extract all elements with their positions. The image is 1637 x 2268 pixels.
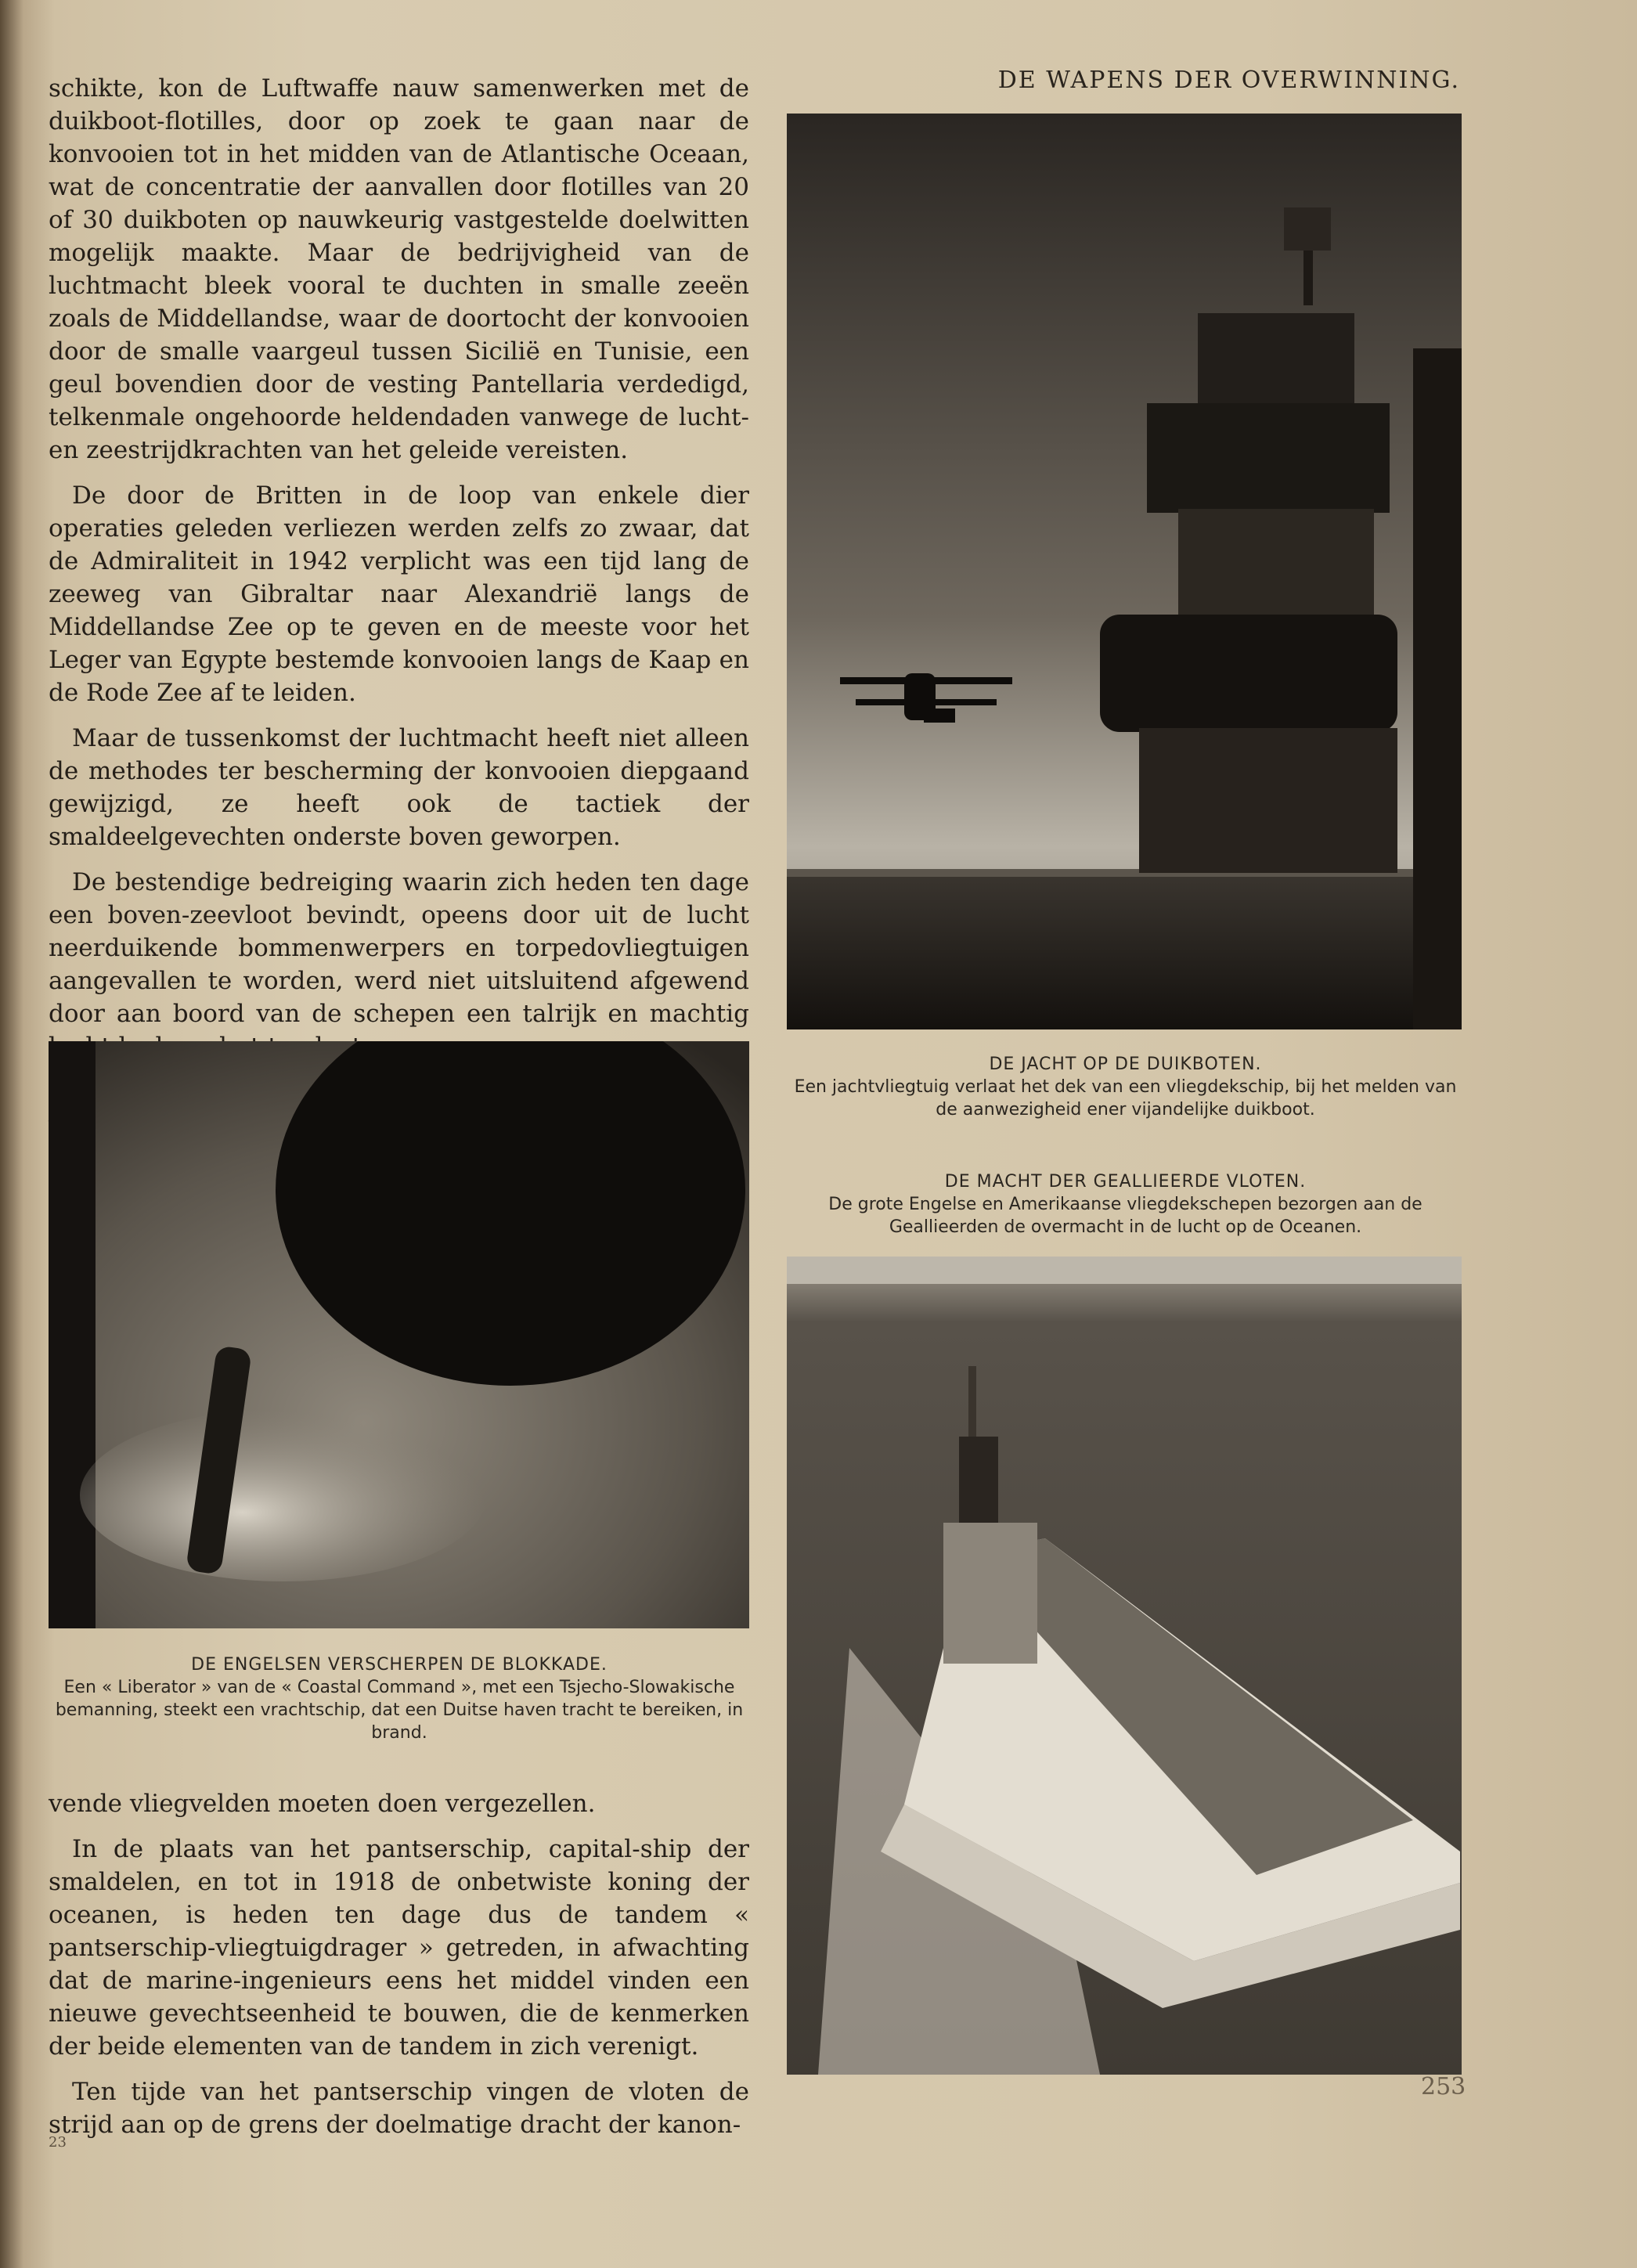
paragraph: In de plaats van het pantserschip, capital-ship der smaldelen, en tot in 1918 de onbetwiste koning der oceanen, is heden ten dage dus de tandem « pantserschip-vliegtuigdrager » getreden, in afwachting dat de marine-ingenieurs eens het middel vinden een nieuwe gevechtseenheid te bouwen, die de kenmerken der beide elementen van de tandem in zich verenigt. — [49, 1835, 749, 2061]
photo-burning-freighter — [49, 1041, 749, 1628]
paragraph: schikte, kon de Luftwaffe nauw samenwerken met de duikboot-flotilles, door op zoek te gaan naar de konvooien tot in het midden van de Atlantische Oceaan, wat de concentratie der aanvallen door flotilles van 20 of 30 duikboten op nauwkeurig vastgestelde doelwitten mogelijk maakte. Maar de bedrijvigheid van de luchtmacht bleek vooral te duchten in smalle zeeën zoals de Middellandse, waar de doortocht der konvooien door de smalle vaargeul tussen Sicilië en Tunisie, een geul bovendien door de vesting Pantellaria verdedigd, telkenmale ongehoorde heldendaden vanwege de lucht- en zeestrijdkrachten van het geleide vereisten. — [49, 74, 749, 464]
paragraph: De door de Britten in de loop van enkele dier operaties geleden verliezen werden zelfs zo zwaar, dat de Admiraliteit in 1942 verplicht was een tijd lang de zeeweg van Gibraltar naar Alexandrië langs de Middellandse Zee op te geven en de meeste voor het Leger van Egypte bestemde konvooien langs de Kaap en de Rode Zee af te leiden. — [49, 481, 749, 707]
running-head: DE WAPENS DER OVERWINNING. — [997, 67, 1460, 94]
page-number: 253 — [1421, 2073, 1466, 2100]
paragraph: De bestendige bedreiging waarin zich heden ten dage een boven-zeevloot bevindt, opeens door uit de lucht neerduikende bommenwerpers en torpedovliegtuigen aangevallen te worden, werd niet uitsluitend afgewend door aan boord van de schepen een talrijk en machtig — [49, 868, 749, 1028]
caption-top-right — [783, 1053, 1468, 1121]
photo-carrier-island-image — [787, 114, 1462, 1029]
photo-aircraft-carrier-image — [787, 1257, 1462, 2075]
caption-text: De grote Engelse en Amerikaanse vliegdekschepen bezorgen aan de Geallieerden de overmacht in de lucht op de Oceanen. — [828, 1195, 1422, 1237]
caption-title: DE JACHT OP DE DUIKBOTEN. — [989, 1055, 1262, 1074]
text-column-bottom — [49, 1787, 749, 2154]
photo-aircraft-carrier — [787, 1257, 1462, 2075]
signature-mark: 23 — [49, 2134, 67, 2151]
caption-text: Een jachtvliegtuig verlaat het dek van een vliegdekschip, bij het melden van de aanwezigheid ener vijandelijke duikboot. — [794, 1077, 1457, 1120]
caption-title: DE ENGELSEN VERSCHERPEN DE BLOKKADE. — [191, 1655, 608, 1675]
paragraph: Ten tijde van het pantserschip vingen de vloten de strijd aan op de grens der doelmatige dracht der kanon- — [49, 2078, 749, 2139]
photo-carrier-island — [787, 114, 1462, 1029]
caption-mid-right — [783, 1170, 1468, 1239]
paragraph: vende vliegvelden moeten doen vergezellen. — [49, 1790, 596, 1818]
caption-text: Een « Liberator » van de « Coastal Command », met een Tsjecho-Slowakische bemanning, steekt een vrachtschip, dat een Duitse haven tracht te bereiken, in brand. — [55, 1678, 744, 1743]
paragraph: Maar de tussenkomst der luchtmacht heeft niet alleen de methodes ter bescherming der konvooien diepgaand gewijzigd, ze heeft ook de tactiek der smaldeelgevechten onderste boven geworpen. — [49, 724, 749, 851]
caption-title: DE MACHT DER GEALLIEERDE VLOTEN. — [944, 1172, 1307, 1192]
photo-burning-freighter-image — [49, 1041, 749, 1628]
caption-left — [43, 1653, 755, 1744]
text-column-top — [49, 72, 749, 1154]
